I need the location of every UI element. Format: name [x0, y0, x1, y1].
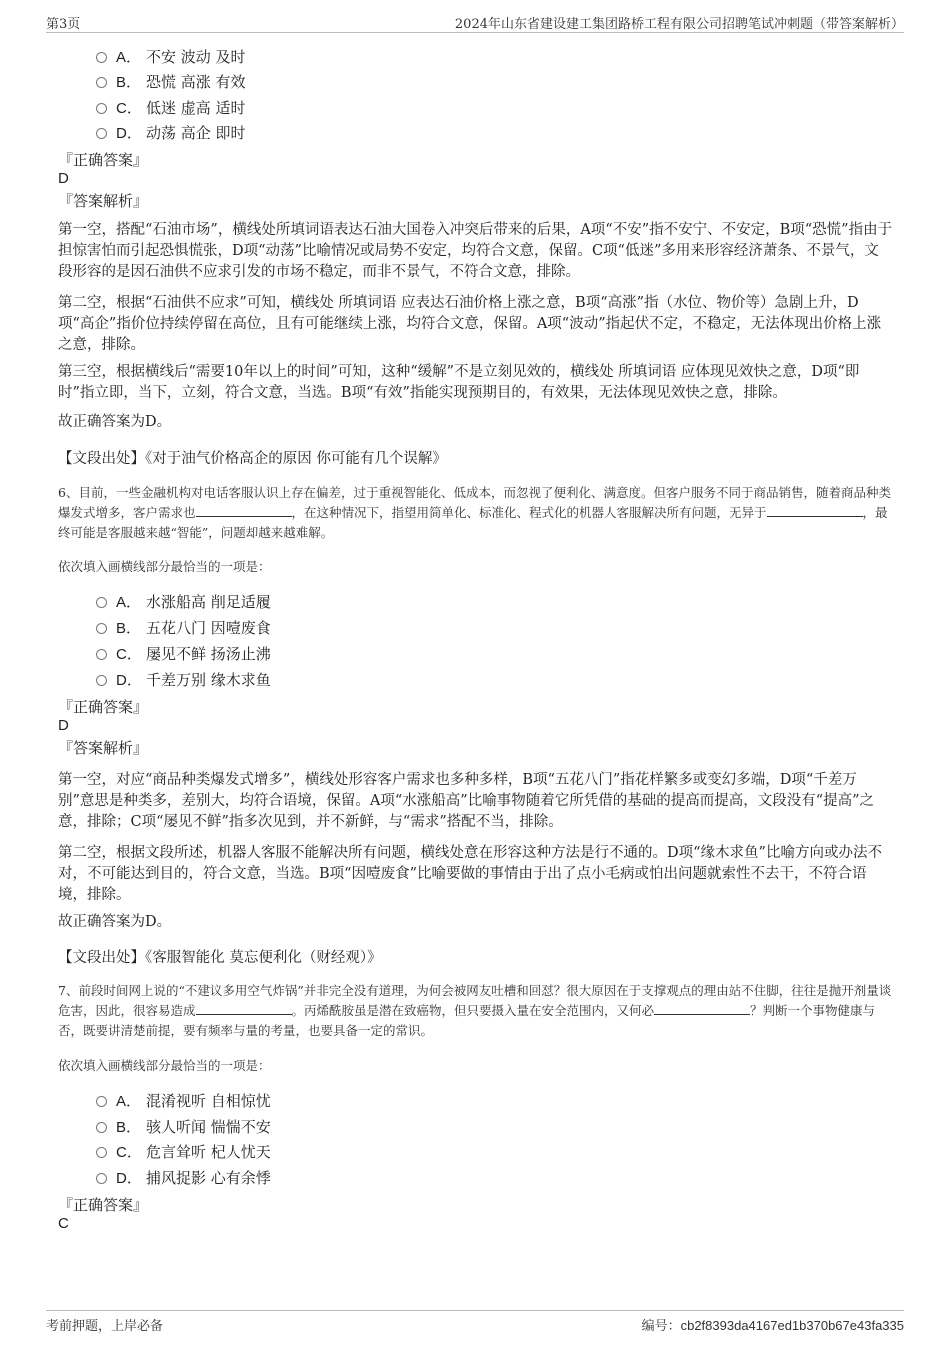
radio-icon[interactable]	[96, 52, 107, 63]
q6-option-b[interactable]: B． 五花八门 因噎废食	[96, 618, 271, 638]
answer-blank	[196, 1002, 292, 1015]
radio-icon[interactable]	[96, 1173, 107, 1184]
correct-answer-label: 『正确答案』	[58, 698, 149, 716]
q7-answer: C	[58, 1215, 69, 1232]
document-code: 编号：cb2f8393da4167ed1b370b67e43fa335	[641, 1318, 904, 1334]
q6-option-a[interactable]: A． 水涨船高 削足适履	[96, 592, 271, 612]
q7-option-b[interactable]: B． 骇人听闻 惴惴不安	[96, 1117, 271, 1137]
q6-question: 6、目前，一些金融机构对电话客服认识上存在偏差，过于重视智能化、低成本，而忽视了便利化、满意度。但客户服务不同于商品销售，随着商品种类爆发式增多，客户需求也 ，在这种情况下，指望用简单化、标准化、程式化的机器人客服解决所有问题，无异于 ，最终可能是客服越来越“智能”，问题却越来越难解。	[58, 485, 891, 540]
footer-slogan: 考前押题，上岸必备	[46, 1319, 164, 1334]
q7-option-a[interactable]: A． 混淆视听 自相惊忧	[96, 1091, 271, 1111]
analysis-label: 『答案解析』	[58, 739, 149, 757]
radio-icon[interactable]	[96, 649, 107, 660]
q7-prompt: 依次填入画横线部分最恰当的一项是：	[58, 1058, 271, 1073]
radio-icon[interactable]	[96, 1096, 107, 1107]
q5-conclusion: 故正确答案为D。	[58, 414, 172, 430]
q5-answer: D	[58, 170, 69, 187]
q6-analysis-1: 第一空，对应“商品种类爆发式增多”，横线处形容客户需求也多种多样，B项“五花八门”指花样繁多或变幻多端，D项“千差万别”意思是种类多，差别大，均符合语境，保留。A项“水涨船高”比喻事物随着它所凭借的基础的提高而提高，文段没有“提高”之意，排除；C项“屡见不鲜”指多次见到，并不新鲜，与“需求”搭配不当，排除。	[58, 772, 875, 830]
q5-analysis-3: 第三空，根据横线后“需要10年以上的时间”可知，这种“缓解”不是立刻见效的，横线处 所填词语 应体现见效快之意，D项“即时”指立即，当下，立刻，符合文意，当选。B项“有效”指能实现预期目的，有效果，无法体现见效快之意，排除。	[58, 364, 860, 401]
correct-answer-label: 『正确答案』	[58, 151, 149, 169]
page-footer	[46, 1310, 904, 1335]
q5-option-c[interactable]: C． 低迷 虚高 适时	[96, 98, 246, 118]
q6-analysis-2: 第二空，根据文段所述，机器人客服不能解决所有问题，横线处意在形容这种方法是行不通的。D项“缘木求鱼”比喻方向或办法不对，不可能达到目的，符合文意，当选。B项“因噎废食”比喻要做的事情由于出了点小毛病或怕出问题就索性不去干，不符合语境，排除。	[58, 845, 882, 903]
q5-option-a[interactable]: A． 不安 波动 及时	[96, 47, 246, 67]
q5-source: 【文段出处】《对于油气价格高企的原因 你可能有几个误解》	[58, 451, 447, 467]
q7-question: 7、前段时间网上说的“不建议多用空气炸锅”并非完全没有道理，为何会被网友吐槽和回怼？很大原因在于支撑观点的理由站不住脚，往往是抛开剂量谈危害，因此，很容易造成 。丙烯酰胺虽是潜在致癌物，但只要摄入量在安全范围内，又何必 ？判断一个事物健康与否，既要讲清楚前提，要有频率与量的考量，也要具备一定的常识。	[58, 983, 892, 1038]
q7-option-d[interactable]: D． 捕风捉影 心有余悸	[96, 1168, 271, 1188]
radio-icon[interactable]	[96, 128, 107, 139]
q6-option-c[interactable]: C． 屡见不鲜 扬汤止沸	[96, 644, 271, 664]
radio-icon[interactable]	[96, 77, 107, 88]
radio-icon[interactable]	[96, 1122, 107, 1133]
document-title: 2024年山东省建设建工集团路桥工程有限公司招聘笔试冲刺题（带答案解析）	[454, 17, 904, 32]
radio-icon[interactable]	[96, 1147, 107, 1158]
radio-icon[interactable]	[96, 103, 107, 114]
q6-answer: D	[58, 717, 69, 734]
q6-source: 【文段出处】《客服智能化 莫忘便利化（财经观）》	[58, 950, 382, 966]
q5-option-d[interactable]: D． 动荡 高企 即时	[96, 123, 246, 143]
analysis-label: 『答案解析』	[58, 192, 149, 210]
page-number: 第3页	[46, 17, 81, 32]
answer-blank	[196, 504, 292, 517]
radio-icon[interactable]	[96, 597, 107, 608]
correct-answer-label: 『正确答案』	[58, 1196, 149, 1214]
q5-analysis-2: 第二空，根据“石油供不应求”可知，横线处 所填词语 应表达石油价格上涨之意，B项“高涨”指（水位、物价等）急剧上升，D项“高企”指价位持续停留在高位，且有可能继续上涨，均符合文意，保留。A项“波动”指起伏不定，不稳定，无法体现出价格上涨之意，排除。	[58, 295, 882, 353]
answer-blank	[767, 504, 863, 517]
q6-prompt: 依次填入画横线部分最恰当的一项是：	[58, 559, 271, 574]
page-header	[46, 10, 904, 33]
radio-icon[interactable]	[96, 623, 107, 634]
radio-icon[interactable]	[96, 675, 107, 686]
q5-option-b[interactable]: B． 恐慌 高涨 有效	[96, 72, 246, 92]
answer-blank	[654, 1002, 750, 1015]
q7-option-c[interactable]: C． 危言耸听 杞人忧天	[96, 1142, 271, 1162]
q6-conclusion: 故正确答案为D。	[58, 914, 172, 930]
q5-analysis-1: 第一空，搭配“石油市场”，横线处所填词语表达石油大国卷入冲突后带来的后果，A项“不安”指不安宁、不安定，B项“恐慌”指由于担惊害怕而引起恐惧慌张，D项“动荡”比喻情况或局势不安定，均符合文意，保留。C项“低迷”多用来形容经济萧条、不景气，文段形容的是因石油供不应求引发的市场不稳定，而非不景气，不符合文意，排除。	[58, 222, 893, 280]
q6-option-d[interactable]: D． 千差万别 缘木求鱼	[96, 670, 271, 690]
